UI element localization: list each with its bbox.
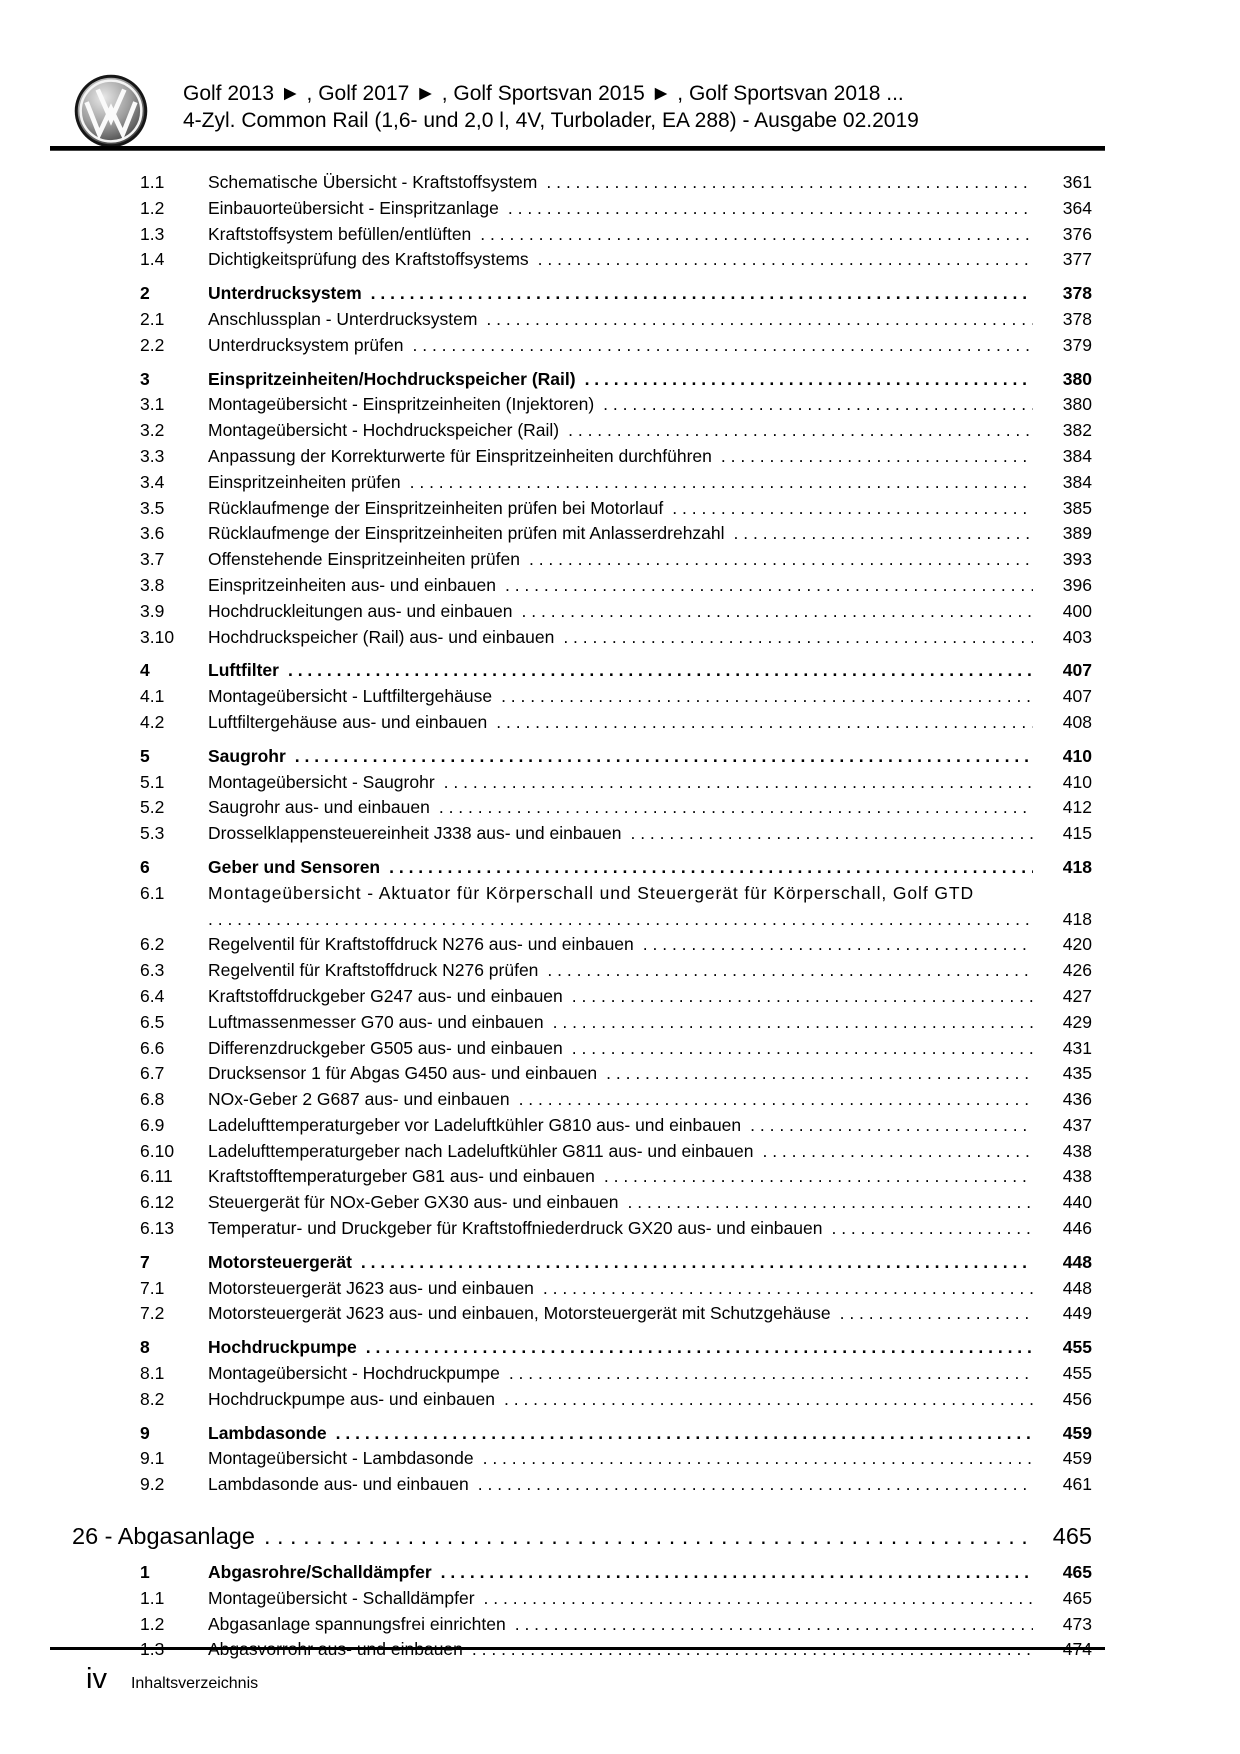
- toc-entry-page: 412: [1062, 797, 1092, 818]
- toc-entry-title: NOx-Geber 2 G687 aus- und einbauen: [208, 1089, 510, 1110]
- toc-entry-title: Abgasrohre/Schalldämpfer: [208, 1562, 432, 1583]
- dot-leader: [840, 1301, 1033, 1327]
- toc-entry: [140, 1164, 1092, 1190]
- toc-entry-title: Rücklaufmenge der Einspritzeinheiten prüfen bei Motorlauf: [208, 497, 664, 518]
- toc-entry-title: Montageübersicht - Aktuator für Körperschall und Steuergerät für Körperschall, Golf GTD: [208, 882, 974, 903]
- toc-entry-title: Regelventil für Kraftstoffdruck N276 prüfen: [208, 960, 539, 981]
- toc-entry-page: 418: [1062, 908, 1092, 929]
- dot-leader: [762, 1139, 1033, 1165]
- toc-entry-page: 407: [1062, 660, 1092, 681]
- dot-leader: [538, 247, 1033, 273]
- toc-entry-page: 459: [1062, 1422, 1092, 1443]
- toc-entry-page: 380: [1062, 394, 1092, 415]
- toc-entry-title: Saugrohr: [208, 745, 286, 766]
- toc-entry-number: 7: [140, 1251, 150, 1272]
- dot-leader: [441, 1560, 1033, 1586]
- header-models-line: Golf 2013 ► , Golf 2017 ► , Golf Sportsvan 2015 ► , Golf Sportsvan 2018 ...: [183, 82, 904, 105]
- toc-entry-number: 9: [140, 1422, 150, 1443]
- toc-entry: [140, 1335, 1092, 1361]
- page-number-roman: iv: [86, 1663, 107, 1695]
- toc-entry: [140, 281, 1092, 307]
- toc-entry: [140, 1250, 1092, 1276]
- toc-entry: [140, 247, 1092, 273]
- toc-entry-title: Einspritzeinheiten/Hochdruckspeicher (Rail): [208, 368, 576, 389]
- table-of-contents: [72, 170, 1092, 1663]
- toc-entry-number: 1.2: [140, 1613, 165, 1634]
- toc-entry-title: Ladelufttemperaturgeber nach Ladeluftkühler G811 aus- und einbauen: [208, 1140, 754, 1161]
- toc-entry-title: Luftmassenmesser G70 aus- und einbauen: [208, 1011, 544, 1032]
- toc-entry-number: 5.2: [140, 797, 165, 818]
- dot-leader: [750, 1113, 1033, 1139]
- header-engine-line: 4-Zyl. Common Rail (1,6- und 2,0 l, 4V, Turbolader, EA 288) - Ausgabe 02.2019: [183, 109, 919, 132]
- dot-leader: [439, 795, 1033, 821]
- toc-entry-title: Ladelufttemperaturgeber vor Ladeluftkühler G810 aus- und einbauen: [208, 1114, 742, 1135]
- dot-leader: [444, 770, 1033, 796]
- toc-entry-page: 446: [1062, 1218, 1092, 1239]
- toc-entry-title: Motorsteuergerät J623 aus- und einbauen, Motorsteuergerät mit Schutzgehäuse: [208, 1303, 831, 1324]
- toc-entry-page: 435: [1062, 1063, 1092, 1084]
- toc-entry: [140, 1139, 1092, 1165]
- toc-entry: [140, 1216, 1092, 1242]
- toc-entry-title: Lambdasonde aus- und einbauen: [208, 1474, 469, 1495]
- toc-entry-number: 3.5: [140, 497, 165, 518]
- dot-leader: [585, 367, 1033, 393]
- toc-entry-title: Drosselklappensteuereinheit J338 aus- und einbauen: [208, 823, 622, 844]
- toc-entry-number: 7.1: [140, 1277, 165, 1298]
- dot-leader: [721, 444, 1033, 470]
- dot-leader: [371, 281, 1033, 307]
- dot-leader: [336, 1421, 1033, 1447]
- toc-entry-page: 456: [1062, 1388, 1092, 1409]
- toc-entry-title: Montageübersicht - Einspritzeinheiten (Injektoren): [208, 394, 595, 415]
- dot-leader: [672, 496, 1033, 522]
- toc-entry-page: 389: [1062, 523, 1092, 544]
- toc-entry-page: 431: [1062, 1037, 1092, 1058]
- dot-leader: [208, 907, 1033, 933]
- toc-entry-page: 449: [1062, 1303, 1092, 1324]
- footer-rule: [50, 1647, 1105, 1650]
- toc-entry-number: 3.2: [140, 420, 165, 441]
- toc-entry: [140, 1301, 1092, 1327]
- toc-entry-title: Drucksensor 1 für Abgas G450 aus- und einbauen: [208, 1063, 598, 1084]
- dot-leader: [603, 392, 1033, 418]
- toc-entry-page: 400: [1062, 600, 1092, 621]
- toc-entry-number: 5.1: [140, 771, 165, 792]
- toc-entry-page: 384: [1062, 445, 1092, 466]
- toc-entry-title: Kraftstoffsystem befüllen/entlüften: [208, 223, 472, 244]
- toc-entry: [140, 710, 1092, 736]
- toc-entry-page: [1036, 1637, 1092, 1663]
- toc-entry-number: 6.1: [140, 882, 165, 903]
- toc-entry: [140, 1637, 1092, 1663]
- toc-entry: [140, 367, 1092, 393]
- toc-entry: [140, 1010, 1092, 1036]
- dot-leader: [563, 625, 1033, 651]
- toc-entry-number: 3.6: [140, 523, 165, 544]
- toc-entry-number: 5.3: [140, 823, 165, 844]
- toc-entry: [140, 658, 1092, 684]
- toc-entry-page: 407: [1062, 686, 1092, 707]
- toc-entry-number: 3.8: [140, 574, 165, 595]
- toc-entry-page: 377: [1062, 249, 1092, 270]
- toc-entry-title: Lambdasonde: [208, 1422, 327, 1443]
- toc-entry-page: 415: [1062, 823, 1092, 844]
- dot-leader: [529, 547, 1033, 573]
- toc-entry-number: 4: [140, 660, 150, 681]
- dot-leader: [604, 1164, 1033, 1190]
- toc-entry-page: 455: [1062, 1363, 1092, 1384]
- toc-entry-page: 459: [1062, 1448, 1092, 1469]
- toc-entry-title: Differenzdruckgeber G505 aus- und einbauen: [208, 1037, 563, 1058]
- toc-entry-page: 376: [1062, 223, 1092, 244]
- toc-entry-number: 7.2: [140, 1303, 165, 1324]
- toc-entry-page: 410: [1062, 771, 1092, 792]
- dot-leader: [572, 1036, 1033, 1062]
- dot-leader: [509, 1361, 1033, 1387]
- toc-entry-page: 378: [1062, 283, 1092, 304]
- toc-entry-page: 379: [1062, 334, 1092, 355]
- toc-entry-number: 6.10: [140, 1140, 175, 1161]
- toc-entry-number: 8: [140, 1337, 150, 1358]
- toc-entry-page: 440: [1062, 1192, 1092, 1213]
- toc-entry: [140, 795, 1092, 821]
- toc-entry: [140, 1446, 1092, 1472]
- toc-entry-page: 465: [1052, 1523, 1092, 1550]
- dot-leader: [484, 1586, 1033, 1612]
- toc-entry-page: 382: [1062, 420, 1092, 441]
- header-rule: [50, 146, 1105, 151]
- dot-leader: [831, 1216, 1033, 1242]
- toc-entry: [140, 1276, 1092, 1302]
- dot-leader: [496, 710, 1033, 736]
- toc-entry-number: 3.9: [140, 600, 165, 621]
- dot-leader: [483, 1446, 1033, 1472]
- dot-leader: [628, 1190, 1033, 1216]
- dot-leader: [543, 1276, 1033, 1302]
- toc-entry: [140, 1421, 1092, 1447]
- dot-leader: [553, 1010, 1033, 1036]
- toc-entry-title: Einspritzeinheiten aus- und einbauen: [208, 574, 496, 595]
- toc-entry-title: Einspritzeinheiten prüfen: [208, 471, 401, 492]
- vw-logo-icon: [72, 74, 150, 148]
- toc-entry-number: 1.1: [140, 1587, 165, 1608]
- toc-entry-title: Hochdruckpumpe: [208, 1337, 357, 1358]
- toc-entry-page: 436: [1062, 1089, 1092, 1110]
- toc-entry-page: 410: [1062, 745, 1092, 766]
- toc-entry: [140, 821, 1092, 847]
- toc-entry-title: Kraftstoffdruckgeber G247 aus- und einbauen: [208, 985, 563, 1006]
- toc-entry-title: Montageübersicht - Schalldämpfer: [208, 1587, 475, 1608]
- toc-entry-title: Montageübersicht - Lambdasonde: [208, 1448, 474, 1469]
- footer-label: Inhaltsverzeichnis: [130, 1675, 259, 1692]
- toc-entry-page: 429: [1062, 1011, 1092, 1032]
- toc-entry-number: 3.1: [140, 394, 165, 415]
- toc-entry: [140, 1472, 1092, 1498]
- dot-leader: [501, 684, 1033, 710]
- toc-entry-page: 438: [1062, 1140, 1092, 1161]
- toc-entry-number: 1: [140, 1562, 150, 1583]
- toc-entry-title: Luftfiltergehäuse aus- und einbauen: [208, 711, 488, 732]
- toc-entry: [140, 307, 1092, 333]
- toc-entry-number: 4.1: [140, 686, 165, 707]
- toc-entry: [140, 932, 1092, 958]
- toc-entry-title: Anschlussplan - Unterdrucksystem: [208, 308, 478, 329]
- dot-leader: [630, 821, 1033, 847]
- toc-entry: [140, 881, 1092, 907]
- toc-entry: [140, 744, 1092, 770]
- toc-entry: [72, 1522, 1092, 1551]
- toc-entry-number: 6.8: [140, 1089, 165, 1110]
- document-header: [183, 80, 919, 134]
- toc-entry: [140, 1087, 1092, 1113]
- toc-entry: [140, 333, 1092, 359]
- toc-entry-number: 6.3: [140, 960, 165, 981]
- toc-entry-number: 3.4: [140, 471, 165, 492]
- toc-entry-title: Rücklaufmenge der Einspritzeinheiten prüfen mit Anlasserdrehzahl: [208, 523, 725, 544]
- toc-entry-number: 8.1: [140, 1363, 165, 1384]
- toc-entry-page: 427: [1062, 985, 1092, 1006]
- dot-leader: [547, 958, 1033, 984]
- toc-entry: [140, 1387, 1092, 1413]
- toc-entry-number: 8.2: [140, 1388, 165, 1409]
- toc-entry-number: 1.1: [140, 172, 165, 192]
- toc-entry-page: 465: [1062, 1562, 1092, 1583]
- toc-entry-page: 461: [1062, 1474, 1092, 1495]
- dot-leader: [389, 855, 1033, 881]
- toc-entry-title: Einbauorteübersicht - Einspritzanlage: [208, 197, 499, 218]
- dot-leader: [410, 470, 1033, 496]
- toc-entry-page: 418: [1062, 856, 1092, 877]
- toc-entry-number: 2.2: [140, 334, 165, 355]
- dot-leader: [505, 573, 1033, 599]
- toc-entry-page: 364: [1062, 197, 1092, 218]
- toc-entry-page: 361: [1062, 172, 1092, 192]
- toc-entry-page: 403: [1062, 626, 1092, 647]
- toc-entry-title: Saugrohr aus- und einbauen: [208, 797, 430, 818]
- toc-entry-number: 5: [140, 745, 150, 766]
- toc-entry-page: 473: [1062, 1613, 1092, 1634]
- toc-entry-number: 3.3: [140, 445, 165, 466]
- toc-entry-page: 393: [1062, 549, 1092, 570]
- toc-entry-title: Anpassung der Korrekturwerte für Einspritzeinheiten durchführen: [208, 445, 712, 466]
- toc-entry-number: 6.2: [140, 934, 165, 955]
- toc-entry: [140, 855, 1092, 881]
- toc-entry-title: Montageübersicht - Hochdruckspeicher (Rail): [208, 420, 560, 441]
- toc-entry-page: 465: [1062, 1587, 1092, 1608]
- toc-entry-number: 6.11: [140, 1166, 173, 1187]
- toc-entry-page: 385: [1062, 497, 1092, 518]
- toc-entry-number: 2: [140, 283, 150, 304]
- toc-entry: [140, 625, 1092, 651]
- toc-entry-title: Kraftstofftemperaturgeber G81 aus- und einbauen: [208, 1166, 595, 1187]
- toc-entry: [140, 1036, 1092, 1062]
- toc-entry-title: Motorsteuergerät: [208, 1251, 352, 1272]
- toc-entry-title: Steuergerät für NOx-Geber GX30 aus- und einbauen: [208, 1192, 619, 1213]
- toc-entry-page: 437: [1062, 1114, 1092, 1135]
- dot-leader: [546, 170, 1033, 196]
- toc-entry-title: Geber und Sensoren: [208, 856, 381, 877]
- toc-entry-number: 6.13: [140, 1218, 175, 1239]
- dot-leader: [480, 222, 1033, 248]
- toc-entry-page: 448: [1062, 1251, 1092, 1272]
- toc-entry-title: Regelventil für Kraftstoffdruck N276 aus- und einbauen: [208, 934, 634, 955]
- page-footer: [86, 1662, 258, 1696]
- toc-entry-number: 3.7: [140, 549, 165, 570]
- toc-entry-number: 9.2: [140, 1474, 165, 1495]
- toc-entry-number: 6.5: [140, 1011, 165, 1032]
- toc-entry-number: 3: [140, 368, 150, 389]
- dot-leader: [734, 521, 1033, 547]
- toc-entry-title: Montageübersicht - Saugrohr: [208, 771, 435, 792]
- toc-entry: [140, 1361, 1092, 1387]
- dot-leader: [504, 1387, 1033, 1413]
- toc-entry-page: 420: [1062, 934, 1092, 955]
- toc-entry-page: 455: [1062, 1337, 1092, 1358]
- toc-entry-title: Offenstehende Einspritzeinheiten prüfen: [208, 549, 520, 570]
- toc-entry-page: 378: [1062, 308, 1092, 329]
- toc-entry-title: Luftfilter: [208, 660, 279, 681]
- toc-entry-title: Temperatur- und Druckgeber für Kraftstoffniederdruck GX20 aus- und einbauen: [208, 1218, 823, 1239]
- dot-leader: [515, 1612, 1033, 1638]
- toc-entry-page: 384: [1062, 471, 1092, 492]
- toc-entry-page: 448: [1062, 1277, 1092, 1298]
- toc-entry: [140, 907, 1092, 933]
- toc-entry: [140, 599, 1092, 625]
- toc-entry: [140, 496, 1092, 522]
- toc-entry-title: [208, 1637, 463, 1663]
- toc-entry-number: 6: [140, 856, 150, 877]
- toc-entry-title: Unterdrucksystem prüfen: [208, 334, 404, 355]
- dot-leader: [472, 1637, 1033, 1663]
- toc-entry-number: 6.7: [140, 1063, 165, 1084]
- toc-entry: [140, 196, 1092, 222]
- toc-entry: [140, 222, 1092, 248]
- toc-entry: [140, 1612, 1092, 1638]
- toc-entry-number: 6.12: [140, 1192, 175, 1213]
- toc-entry-number: 4.2: [140, 711, 165, 732]
- toc-entry-title: Motorsteuergerät J623 aus- und einbauen: [208, 1277, 534, 1298]
- dot-leader: [264, 1522, 1033, 1551]
- toc-entry: [140, 521, 1092, 547]
- toc-entry: [140, 418, 1092, 444]
- dot-leader: [522, 599, 1033, 625]
- toc-entry-title: Unterdrucksystem: [208, 283, 362, 304]
- dot-leader: [519, 1087, 1033, 1113]
- dot-leader: [366, 1335, 1033, 1361]
- toc-entry-page: 426: [1062, 960, 1092, 981]
- dot-leader: [295, 744, 1033, 770]
- toc-entry-title: Hochdruckleitungen aus- und einbauen: [208, 600, 513, 621]
- toc-entry-title: Schematische Übersicht - Kraftstoffsystem: [208, 172, 538, 192]
- toc-entry: [140, 1113, 1092, 1139]
- toc-entry: [140, 770, 1092, 796]
- toc-entry: [140, 1560, 1092, 1586]
- toc-entry-title: Dichtigkeitsprüfung des Kraftstoffsystems: [208, 249, 529, 270]
- toc-entry: [140, 1061, 1092, 1087]
- toc-entry-title: Hochdruckspeicher (Rail) aus- und einbauen: [208, 626, 555, 647]
- toc-entry-page: 438: [1062, 1166, 1092, 1187]
- toc-entry-number: [140, 1637, 208, 1663]
- toc-entry: [140, 547, 1092, 573]
- toc-entry-page: 380: [1062, 368, 1092, 389]
- dot-leader: [643, 932, 1033, 958]
- dot-leader: [288, 658, 1033, 684]
- toc-entry-number: 9.1: [140, 1448, 165, 1469]
- toc-entry: [140, 684, 1092, 710]
- dot-leader: [508, 196, 1033, 222]
- toc-entry-title: Abgasanlage spannungsfrei einrichten: [208, 1613, 506, 1634]
- dot-leader: [606, 1061, 1033, 1087]
- toc-entry: [140, 1190, 1092, 1216]
- dot-leader: [478, 1472, 1033, 1498]
- dot-leader: [572, 984, 1033, 1010]
- toc-entry: [140, 573, 1092, 599]
- toc-entry: [140, 470, 1092, 496]
- toc-entry-number: 6.4: [140, 985, 165, 1006]
- toc-entry-number: 2.1: [140, 308, 165, 329]
- dot-leader: [568, 418, 1033, 444]
- toc-entry-number: 6.6: [140, 1037, 165, 1058]
- toc-entry-number: 1.2: [140, 197, 165, 218]
- toc-entry-title: Hochdruckpumpe aus- und einbauen: [208, 1388, 495, 1409]
- dot-leader: [361, 1250, 1033, 1276]
- toc-entry-title: Montageübersicht - Luftfiltergehäuse: [208, 686, 493, 707]
- toc-entry-number: 1.4: [140, 249, 165, 270]
- dot-leader: [413, 333, 1034, 359]
- toc-entry-number: 1.3: [140, 223, 165, 244]
- toc-entry-title: 26 - Abgasanlage: [72, 1523, 255, 1550]
- toc-entry: [140, 392, 1092, 418]
- toc-entry: [140, 170, 1092, 196]
- toc-entry-page: 408: [1062, 711, 1092, 732]
- toc-entry: [140, 444, 1092, 470]
- toc-entry-number: 3.10: [140, 626, 175, 647]
- toc-entry: [140, 984, 1092, 1010]
- toc-entry: [140, 958, 1092, 984]
- toc-entry-title: Montageübersicht - Hochdruckpumpe: [208, 1363, 500, 1384]
- toc-entry-number: 6.9: [140, 1114, 165, 1135]
- toc-entry-page: 396: [1062, 574, 1092, 595]
- dot-leader: [486, 307, 1033, 333]
- toc-entry: [140, 1586, 1092, 1612]
